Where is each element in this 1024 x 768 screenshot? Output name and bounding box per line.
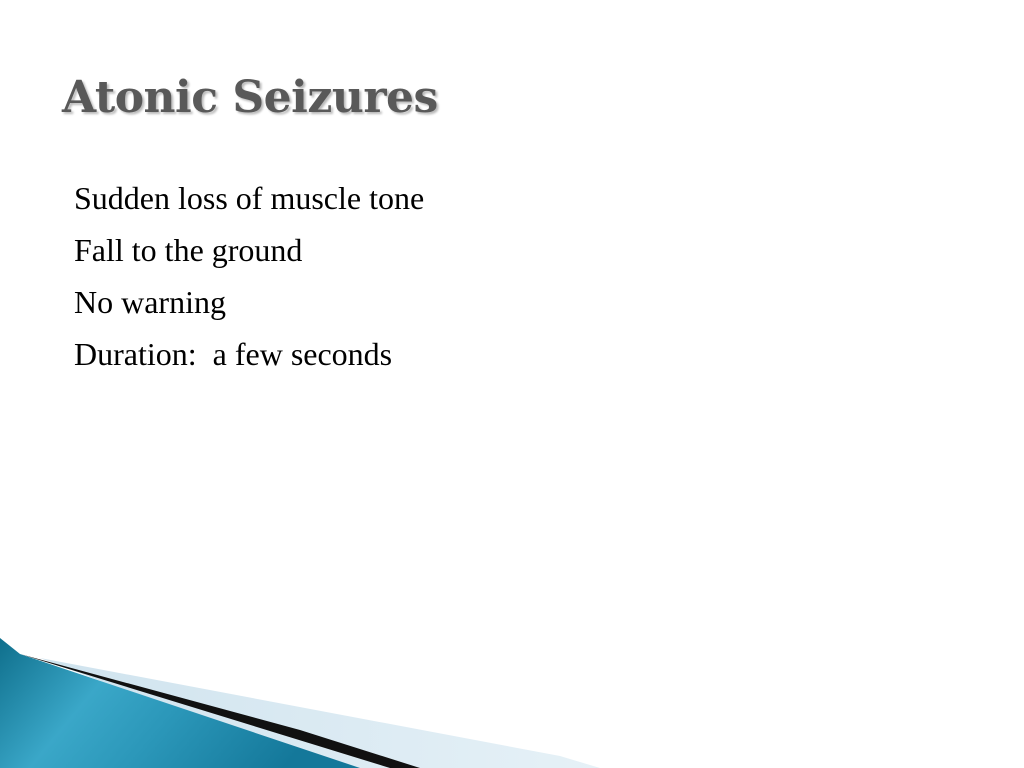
bullet-item: Fall to the ground bbox=[74, 232, 303, 268]
bullet-item: Duration: a few seconds bbox=[74, 336, 393, 372]
bullet-item: No warning bbox=[74, 284, 226, 320]
wave-teal-shape bbox=[0, 638, 360, 768]
decorative-wave bbox=[0, 638, 1024, 768]
wave-light-band bbox=[40, 658, 600, 768]
bullet-list bbox=[74, 172, 424, 380]
bullet-item: Sudden loss of muscle tone bbox=[74, 180, 425, 216]
slide-title: Atonic Seizures bbox=[62, 72, 438, 123]
wave-dark-stripe bbox=[20, 654, 420, 768]
